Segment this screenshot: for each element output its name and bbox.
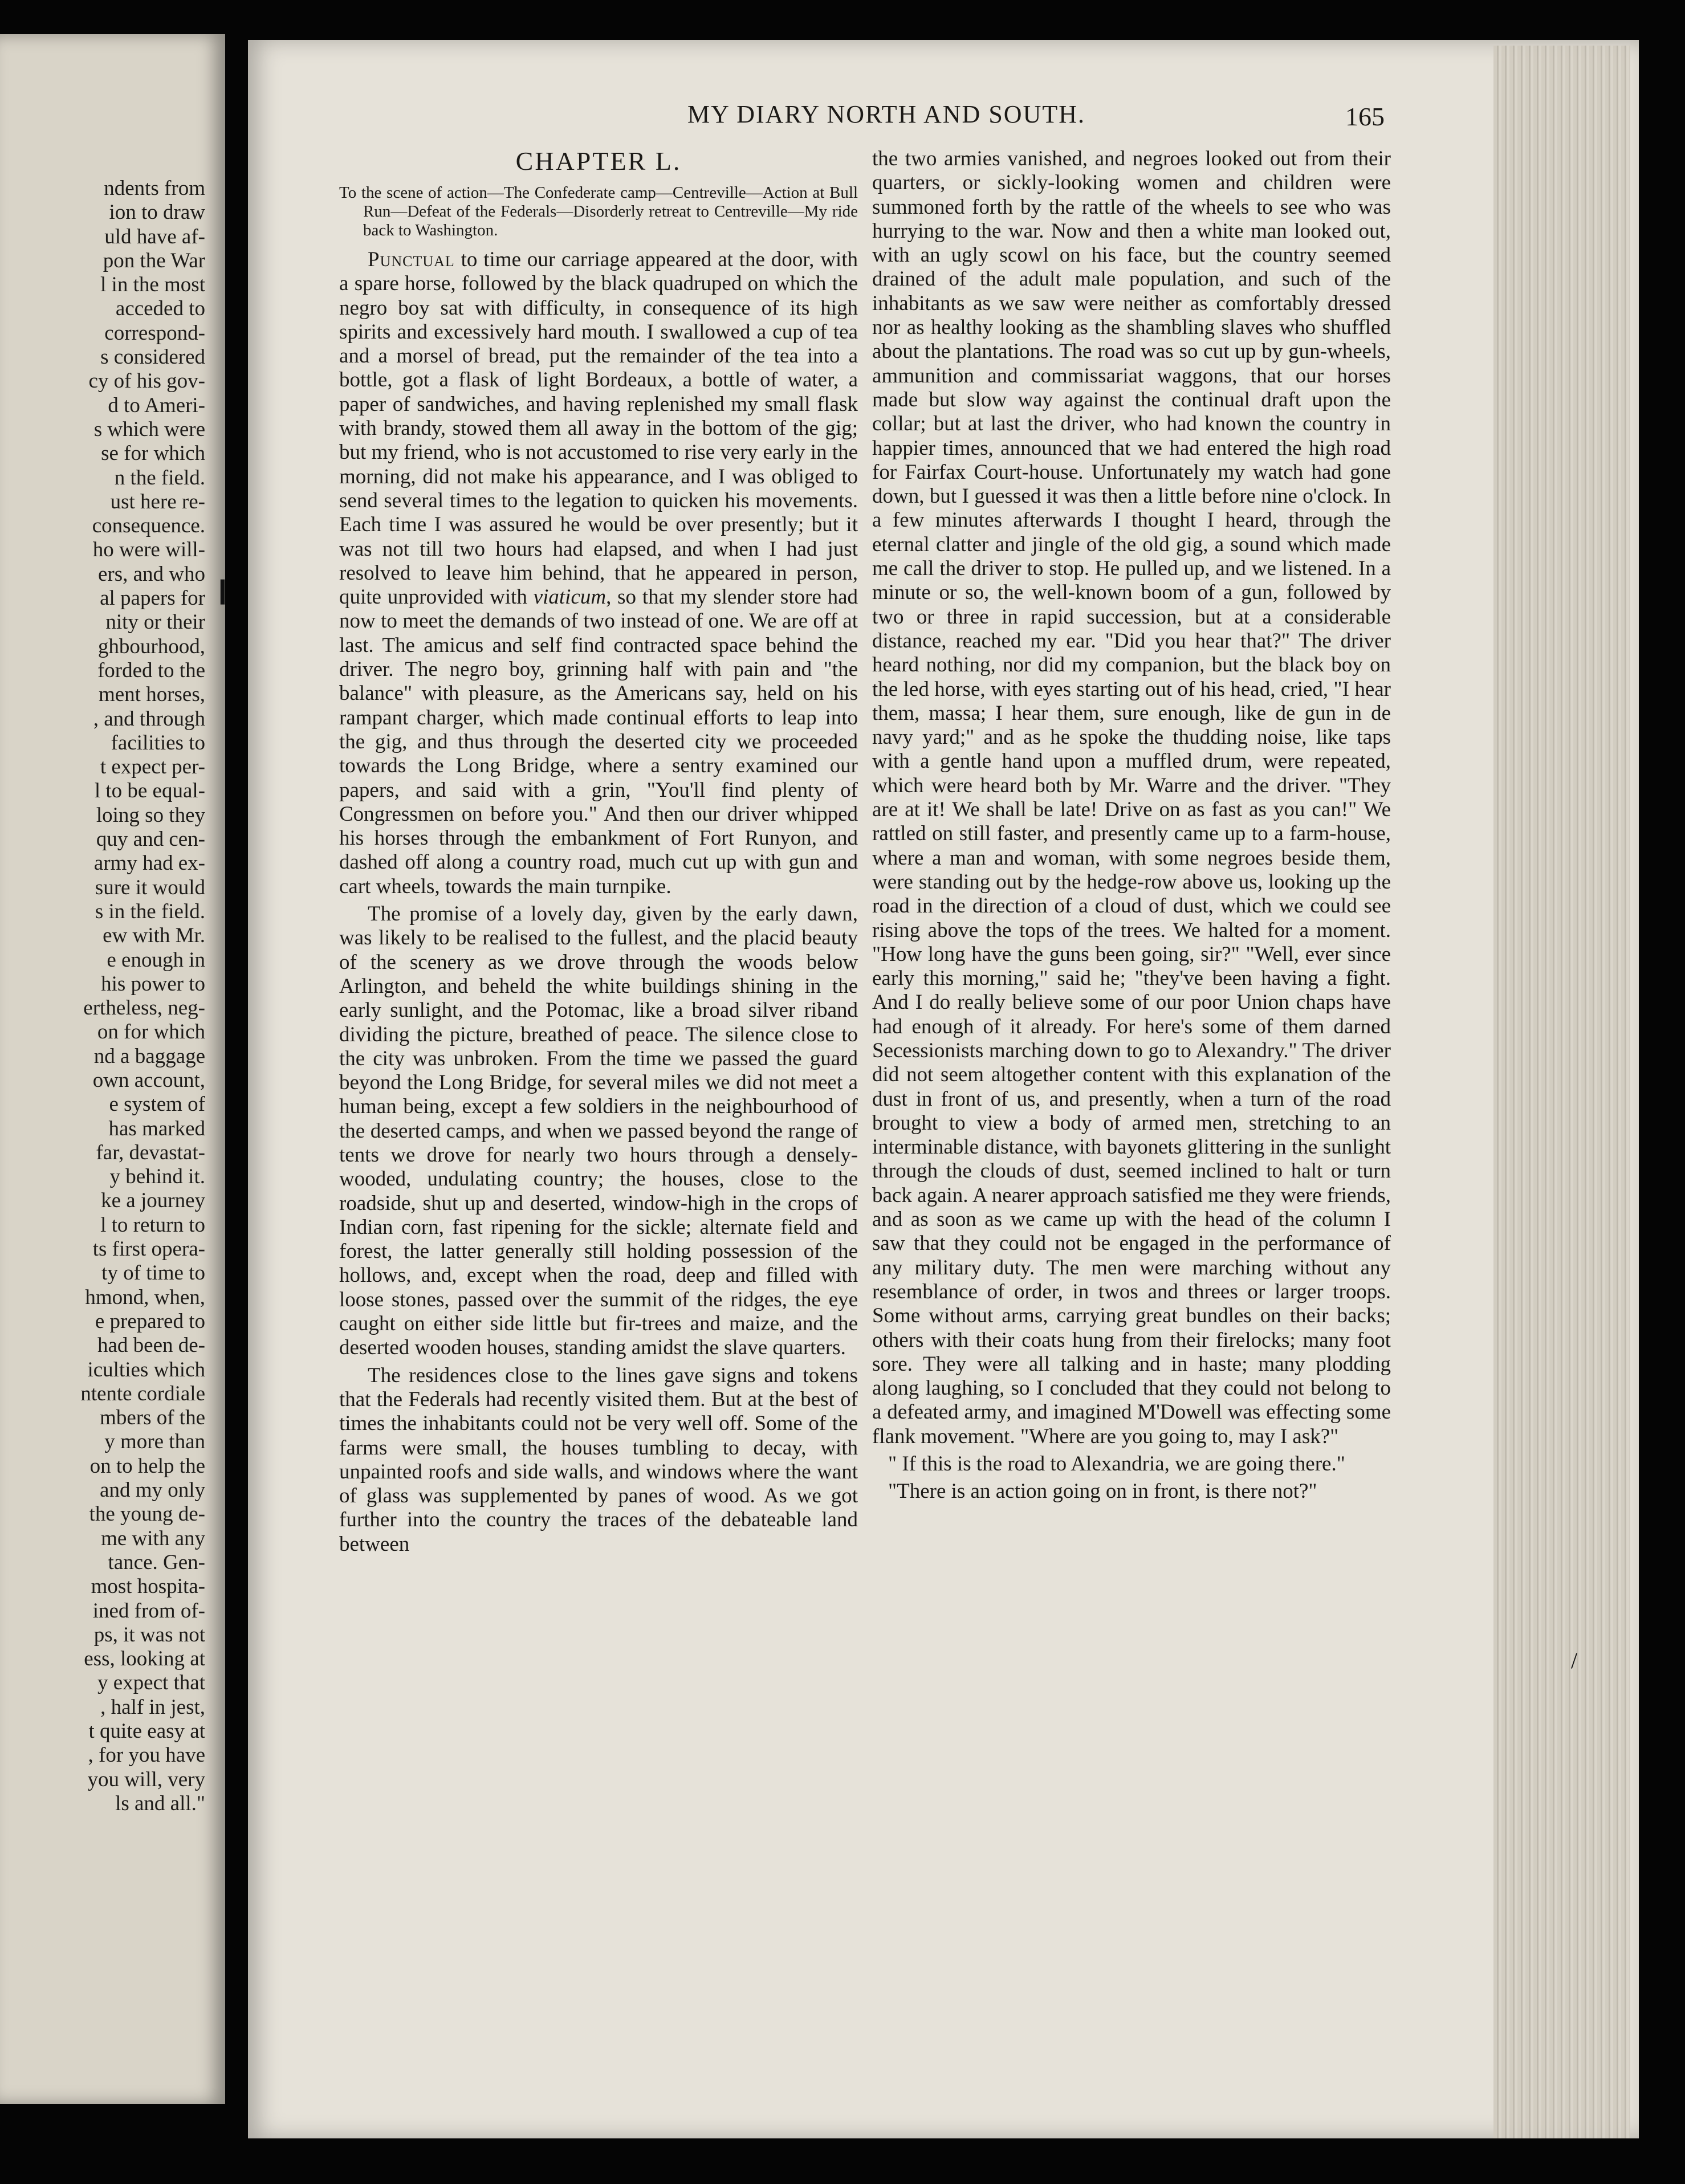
- chapter-synopsis: To the scene of action—The Confederate camp—Centreville—Action at Bull Run—Defeat of the Federals—Disorderly retreat to Centreville—My ride back to Washington.: [339, 184, 858, 239]
- paragraph: " If this is the road to Alexandria, we are going there.": [888, 1452, 1345, 1476]
- facing-page-line: ts first opera-: [92, 1237, 205, 1261]
- paragraph: The promise of a lovely day, given by the early dawn, was likely to be realised to the fullest, and the placid beauty of the scenery as we drove through the woods below Arlington, and beheld the white buildings shining in the early sunlight, and the Potomac, like a broad silver riband dividing the picture, breathed of peace. The silence close to the city was unbroken. From the time we passed the guard beyond the Long Bridge, for several miles we did not meet a human being, except a few soldiers in the neighbourhood of the deserted camps, and when we passed beyond the range of tents we drove for nearly two hours through a densely-wooded, undulating country; the houses, close to the roadside, shut up and deserted, window-high in the crops of Indian corn, fast ripening for the sickle; alternate field and forest, the latter generally still holding possession of the hollows, and, except when the road, deep and filled with loose stones, passed over the summit of the ridges, the eye caught on either side little but fir-trees and maize, and the deserted wooden houses, standing amidst the slave quarters.: [339, 902, 858, 1360]
- facing-page-line: ined from of-: [92, 1599, 205, 1623]
- facing-page-line: you will, very: [87, 1767, 205, 1791]
- facing-page-line: , and through: [93, 707, 205, 731]
- paragraph-text: to time our carriage appeared at the door, with a spare horse, followed by the black quadruped on which the negro boy sat with difficulty, in consequence of its high spirits and excessively hard mouth. I swallowed a cup of tea and a morsel of bread, put the remainder of the tea into a bottle, got a flask of light Bordeaux, a bottle of water, a paper of sandwiches, and having replenished my small flask with brandy, stowed them all away in the bottom of the gig; but my friend, who is not accustomed to rise very early in the morning, did not make his appearance, and I was obliged to send several times to the legation to quicken his movements. Each time I was assured he would be over presently; but it was not till two hours had elapsed, and when I had just resolved to leave him behind, that he appeared in person, quite unprovided with: [339, 248, 858, 609]
- facing-page-line: on to help the: [89, 1454, 205, 1478]
- book-gutter: [225, 23, 248, 2132]
- paragraph-text: , so that my slender store had now to meet the demands of two instead of one. We are off at last. The amicus and self find contracted space behind the driver. The negro boy, grinning half with pain and "the balance" with pleasure, as the Americans say, held on his rampant charger, which made continual efforts to leap into the gig, and thus through the deserted city we proceeded towards the Long Bridge, where a sentry examined our papers, and said with a grin, "You'll find plenty of Congressmen on before you." And then our driver whipped his horses through the embankment of Fort Runyon, and dashed off along a country road, much cut up with gun and cart wheels, towards the main turnpike.: [339, 585, 858, 898]
- facing-page-line: far, devastat-: [96, 1140, 205, 1164]
- paragraph: "There is an action going on in front, is there not?": [888, 1480, 1317, 1503]
- facing-page-line: l in the most: [100, 273, 205, 297]
- facing-page-line: correspond-: [104, 321, 205, 345]
- facing-page-line: s which were: [93, 417, 205, 441]
- facing-page-line: the young de-: [89, 1502, 205, 1526]
- page-edges: [1493, 46, 1630, 2138]
- facing-page-line: ke a journey: [101, 1189, 205, 1213]
- paragraph: the two armies vanished, and negroes looked out from their quarters, or sickly-looking women and children were summoned forth by the rattle of the wheels to see who was hurrying to the war. Now and then a white man looked out, with an ugly scowl on his face, but the country seemed drained of the adult male population, and such of the inhabitants as we saw were neither as comfortably dressed nor as healthy looking as the shambling slaves who shuffled about the plantations. The road was so cut up by gun-wheels, ammunition and commissariat waggons, that our horses made but slow way against the continual draft upon the collar; but at last the driver, who had known the country in happier times, announced that we had entered the high road for Fairfax Court-house. Unfortunately my watch had gone down, but I guessed it was then a little before nine o'clock. In a few minutes afterwards I thought I heard, through the eternal clatter and jingle of the old gig, a sound which made me call the driver to stop. He pulled up, and we listened. In a minute or so, the well-known boom of a gun, followed by two or three in rapid succession, but at a considerable distance, reached my ear. "Did you hear that?" The driver heard nothing, nor did my companion, but the black boy on the led horse, with eyes starting out of his head, cried, "I hear them, massa; I hear them, sure enough, like de gun in de navy yard;" and as he spoke the thudding noise, like taps with a gentle hand upon a muffled drum, were repeated, which were heard both by Mr. Warre and the driver. "They are at it! We shall be late! Drive on as fast as you can!" We rattled on still faster, and presently came up to a farm-house, where a man and woman, with some negroes beside them, were standing out by the hedge-row above us, looking up the road in the direction of a cloud of dust, which we could see rising above the tops of the trees. We halted for a moment. "How long have the guns been going, sir?" "Well, ever since early this morning," said he; "they've been having a fight. And I do really believe some of our poor Union chaps have had enough of it already. For here's some of them darned Secessionists marching down to go to Alexandry." The driver did not seem altogether content with this explanation of the dust in front of us, and presently, when a turn of the road brought to view a body of armed men, stretching to an interminable distance, with bayonets glittering in the sunlight through the clouds of dust, seemed inclined to halt or turn back again. A nearer approach satisfied me they were friends, and as soon as we came up with the head of the column I saw that they could not be engaged in the performance of any military duty. The men were marching without any resemblance of order, in twos and threes or larger troops. Some without arms, carrying great bundles on their backs; others with their coats hung from their firelocks; many foot sore. They were all talking and in haste; many plodding along laughing, so I concluded that they could not belong to a defeated army, and imagined M'Dowell was effecting some flank movement. "Where are you going to, may I ask?": [872, 147, 1391, 1448]
- facing-page-line: e prepared to: [95, 1309, 205, 1333]
- facing-page-line: most hospita-: [91, 1575, 205, 1599]
- facing-page-line: ndents from: [104, 177, 205, 200]
- facing-page-line: pon the War: [103, 248, 205, 272]
- italic-word: viaticum: [533, 585, 607, 609]
- facing-page-line: l to be equal-: [94, 779, 205, 803]
- running-head: MY DIARY NORTH AND SOUTH.: [687, 100, 1085, 128]
- text-column-right: [872, 147, 1391, 1504]
- paragraph-lead-word: Punctual: [368, 248, 455, 271]
- facing-page-line: ho were will-: [92, 538, 205, 562]
- facing-page-line: consequence.: [92, 514, 205, 538]
- facing-page-line: s in the field.: [95, 899, 205, 923]
- facing-page-line: ls and all.": [115, 1791, 205, 1815]
- paragraph: [339, 248, 858, 899]
- facing-page-line: , for you have: [88, 1743, 205, 1767]
- facing-page-line: t quite easy at: [88, 1720, 205, 1743]
- facing-page-line: n the field.: [114, 466, 205, 490]
- facing-page-line: has marked: [108, 1117, 205, 1140]
- facing-page-line: se for which: [101, 442, 205, 466]
- facing-page-line: ntente cordiale: [80, 1382, 205, 1405]
- margin-mark: ❙: [212, 576, 233, 604]
- facing-page-line: ion to draw: [109, 201, 205, 225]
- facing-page-line: t expect per-: [100, 755, 205, 779]
- facing-page-line: me with any: [101, 1526, 205, 1550]
- facing-page-line: y behind it.: [109, 1165, 205, 1189]
- facing-page-line: l to return to: [100, 1213, 205, 1237]
- facing-page-line: e enough in: [107, 948, 205, 972]
- facing-page-line: nd a baggage: [93, 1044, 205, 1068]
- facing-page-line: quy and cen-: [96, 828, 205, 851]
- paragraph: The residences close to the lines gave signs and tokens that the Federals had recently visited them. But at the best of times the inhabitants could not be very well off. Some of the farms were small, the houses tumbling to decay, with unpainted roofs and side walls, and windows where the want of glass was supplemented by panes of wood. As we got further into the country the traces of the debateable land between: [339, 1363, 858, 1556]
- facing-page-line: loing so they: [96, 803, 205, 827]
- facing-page-line: acceded to: [115, 297, 205, 321]
- margin-mark: /: [1571, 1648, 1578, 1673]
- facing-page-line: nity or their: [105, 610, 205, 634]
- chapter-title: CHAPTER L.: [515, 146, 682, 176]
- facing-page-line: ment horses,: [98, 683, 205, 707]
- facing-page-line: his power to: [101, 972, 205, 996]
- facing-page-line: ps, it was not: [93, 1623, 205, 1647]
- facing-page-line: mbers of the: [100, 1406, 205, 1430]
- facing-page-line: y expect that: [97, 1671, 205, 1695]
- facing-page-line: y more than: [104, 1430, 205, 1454]
- facing-page-line: iculties which: [87, 1358, 205, 1382]
- facing-page-line: e system of: [109, 1093, 205, 1117]
- page-number: 165: [1345, 102, 1385, 131]
- facing-page-line: and my only: [100, 1478, 205, 1502]
- facing-page-line: army had ex-: [93, 851, 205, 875]
- facing-page-line: had been de-: [97, 1334, 205, 1358]
- facing-page-line: tance. Gen-: [108, 1550, 205, 1574]
- facing-page-line: forded to the: [97, 658, 205, 682]
- facing-page-line: ew with Mr.: [103, 924, 205, 948]
- facing-page-text-fragments: [0, 177, 205, 1816]
- facing-page-line: d to Ameri-: [108, 393, 205, 417]
- facing-page-line: ertheless, neg-: [83, 996, 205, 1020]
- facing-page-line: ers, and who: [97, 562, 205, 586]
- facing-page-line: sure it would: [95, 875, 205, 899]
- facing-page-left: [0, 34, 225, 2104]
- facing-page-line: ghbourhood,: [97, 634, 205, 658]
- facing-page-line: own account,: [92, 1068, 205, 1092]
- text-column-left: [339, 147, 858, 1556]
- facing-page-line: , half in jest,: [100, 1695, 205, 1719]
- facing-page-line: hmond, when,: [85, 1285, 205, 1309]
- facing-page-line: ess, looking at: [84, 1647, 205, 1671]
- facing-page-line: s considered: [100, 345, 205, 369]
- facing-page-line: facilities to: [111, 731, 205, 755]
- facing-page-line: ust here re-: [110, 490, 205, 514]
- facing-page-line: on for which: [97, 1020, 205, 1044]
- facing-page-line: cy of his gov-: [88, 369, 205, 393]
- facing-page-line: al papers for: [100, 586, 205, 610]
- facing-page-line: ty of time to: [101, 1261, 205, 1285]
- facing-page-line: uld have af-: [104, 225, 205, 248]
